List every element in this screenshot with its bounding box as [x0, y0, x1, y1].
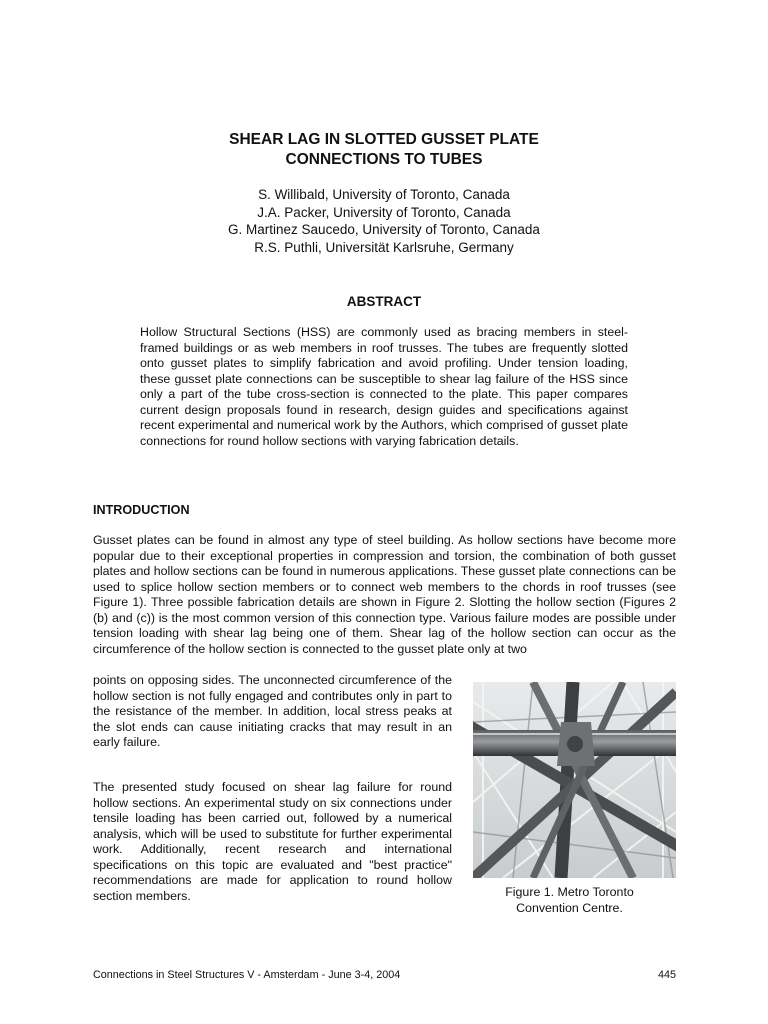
page-title [0, 130, 768, 170]
author-list [0, 186, 768, 256]
introduction-heading: INTRODUCTION [93, 503, 190, 517]
author-4: R.S. Puthli, Universität Karlsruhe, Germany [254, 239, 514, 255]
abstract-text: Hollow Structural Sections (HSS) are commonly used as bracing members in steel-framed buildings or as web members in roof trusses. The tubes are frequently slotted onto gusset plates to simplify fabrication and avoid profiling. Under tension loading, these gusset plate connections can be susceptible to shear lag failure of the HSS since only a part of the tube cross-section is connected to the plate. This paper compares current design proposals found in research, design guides and specifications against recent experimental and numerical work by the Authors, which comprised of gusset plate connections for round hollow sections with varying fabrication details. [140, 325, 628, 448]
figure-1-photo [473, 682, 676, 878]
steel-truss-photo [473, 682, 676, 878]
abstract-heading: ABSTRACT [346, 294, 422, 309]
title-line-1: SHEAR LAG IN SLOTTED GUSSET PLATE [229, 131, 539, 148]
caption-line-2: Convention Centre. [516, 900, 623, 915]
author-3: G. Martinez Saucedo, University of Toronto, Canada [228, 222, 540, 237]
author-2: J.A. Packer, University of Toronto, Canada [257, 204, 511, 220]
introduction-paragraph-1-continued: points on opposing sides. The unconnected circumference of the hollow section is not fully engaged and contributes only in part to the resistance of the member. In addition, local stress peaks at the slot ends can cause initiating cracks that may result in an early failure. [93, 673, 452, 749]
footer-citation: Connections in Steel Structures V - Amsterdam - June 3-4, 2004 [93, 969, 401, 981]
figure-1-caption [463, 885, 676, 916]
gusset-plate [557, 722, 595, 766]
author-1: S. Willibald, University of Toronto, Canada [258, 187, 510, 202]
title-line-2: CONNECTIONS TO TUBES [285, 151, 483, 168]
introduction-paragraph-2: The presented study focused on shear lag failure for round hollow sections. An experimental study on six connections under tensile loading has been carried out, followed by a numerical analysis, which will be used to substitute for further experimental work. Additionally, recent research and international specifications on this topic are evaluated and "best practice" recommendations are made for application to round hollow section members. [93, 780, 452, 903]
caption-line-1: Figure 1. Metro Toronto [505, 885, 634, 899]
page-number: 445 [657, 969, 676, 981]
introduction-paragraph-1: Gusset plates can be found in almost any type of steel building. As hollow sections have become more popular due to their exceptional properties in compression and torsion, the combination of both gusset plates and hollow sections can be found in numerous applications. These gusset plate connections can be used to splice hollow section members or to connect web members to the chords in roof trusses (see Figure 1). Three possible fabrication details are shown in Figure 2. Slotting the hollow section (Figures 2 (b) and (c)) is the most common version of this connection type. Various failure modes are possible under tension loading with shear lag being one of them. Shear lag of the hollow section can occur as the circumference of the hollow section is connected to the gusset plate only at two [93, 533, 676, 656]
